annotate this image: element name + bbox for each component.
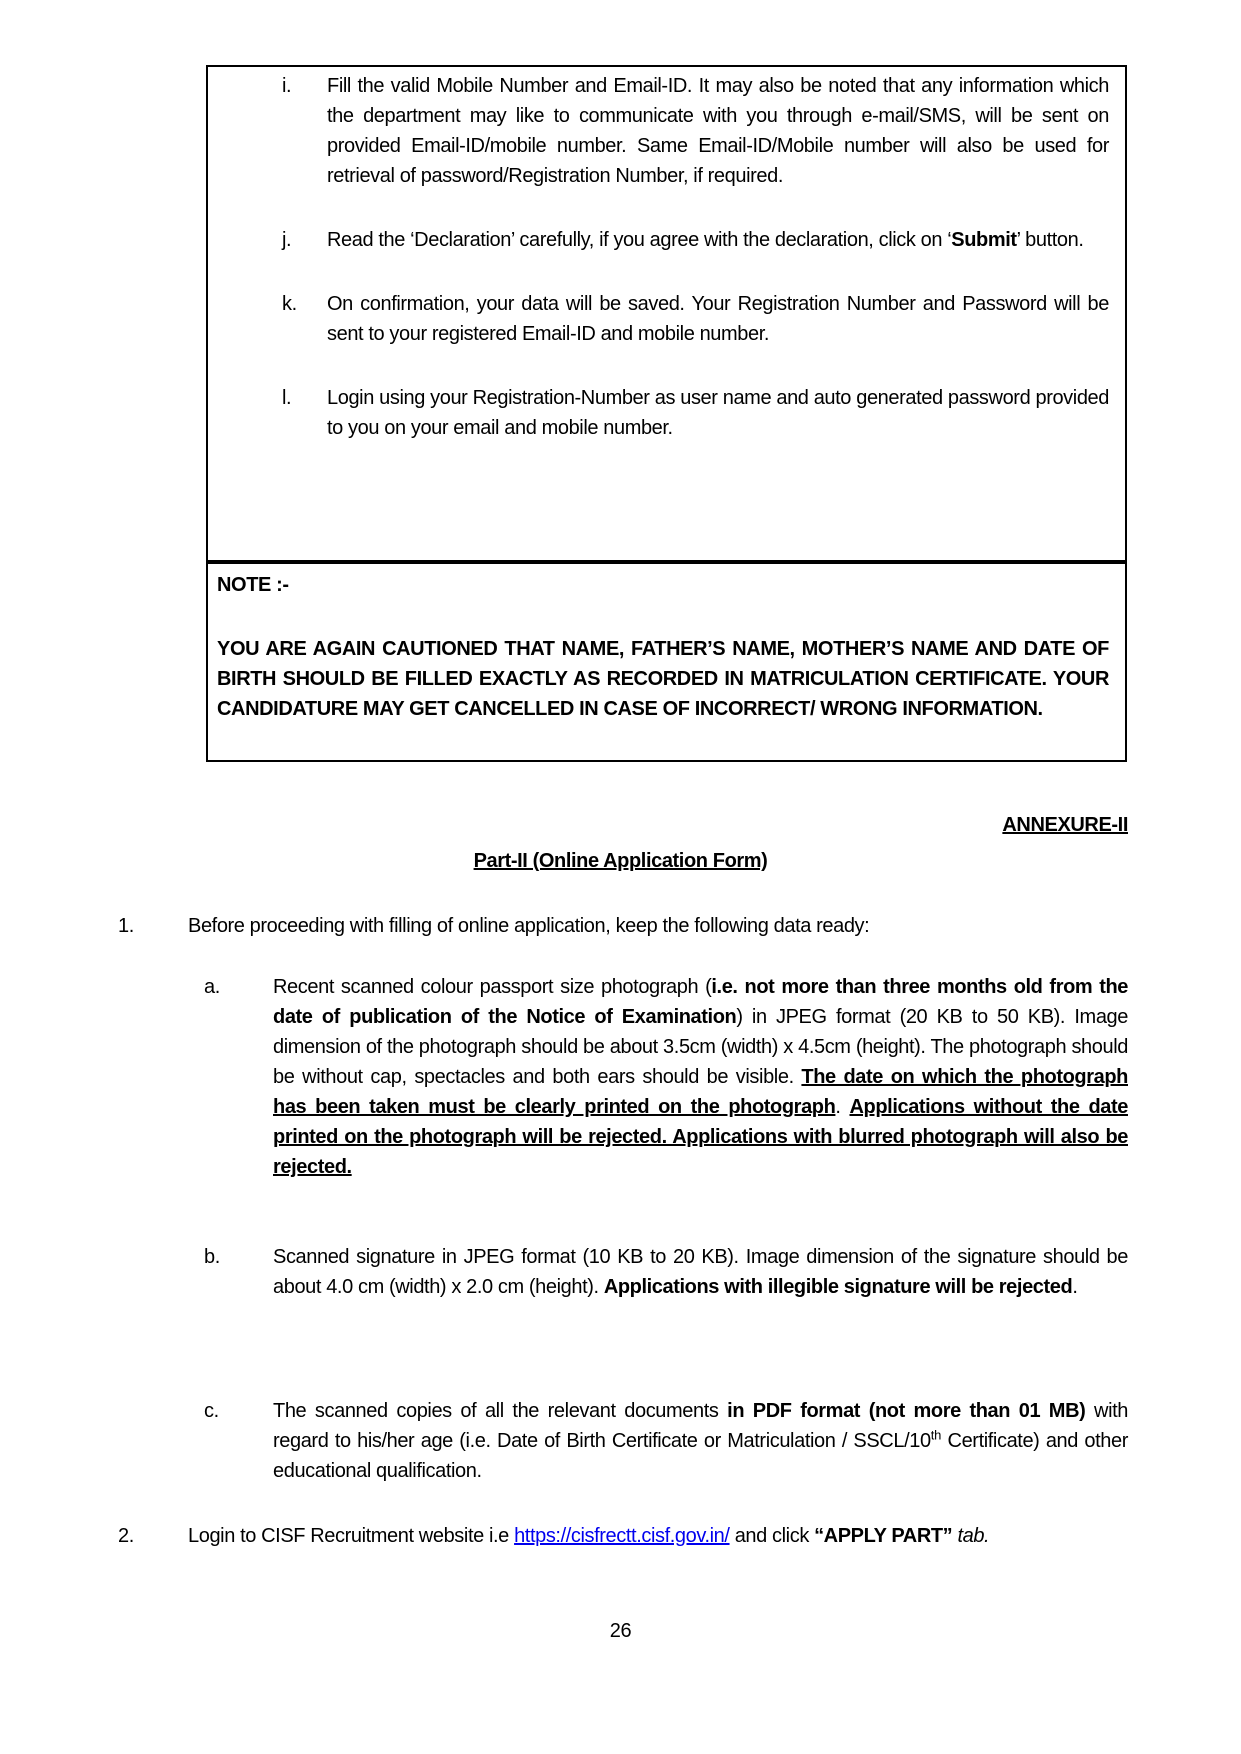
annexure-heading: ANNEXURE-II	[1002, 814, 1128, 836]
list-marker: j.	[282, 229, 292, 251]
list-marker: a.	[204, 976, 220, 998]
list-item-text: Login using your Registration-Number as user name and auto generated password provided to you on your email and mobile number.	[327, 387, 1109, 439]
numbered-item-1	[0, 911, 1241, 941]
list-item-text: Read the ‘Declaration’ carefully, if you agree with the declaration, click on ‘Submit’ button.	[327, 229, 1084, 251]
list-item-text: Login to CISF Recruitment website i.e https://cisfrectt.cisf.gov.in/ and click “APPLY PART” tab.	[188, 1525, 990, 1547]
part2-heading-text: Part-II (Online Application Form)	[473, 850, 768, 872]
note-box	[206, 562, 1127, 762]
list-item-text: Before proceeding with filling of online application, keep the following data ready:	[188, 915, 870, 937]
note-title: NOTE :-	[217, 574, 289, 596]
numbered-item-2	[0, 1521, 1241, 1551]
list-item-text: On confirmation, your data will be saved. Your Registration Number and Password will be sent to your registered Email-ID and mobile number.	[327, 293, 1109, 345]
list-marker: c.	[204, 1400, 219, 1422]
instruction-box	[206, 65, 1127, 562]
sub-item-b	[0, 1242, 1241, 1302]
list-item-text: Scanned signature in JPEG format (10 KB to 20 KB). Image dimension of the signature should be about 4.0 cm (width) x 2.0 cm (height). Applications with illegible signature will be rejected.	[273, 1246, 1128, 1298]
list-marker: k.	[282, 293, 297, 315]
list-marker: b.	[204, 1246, 220, 1268]
list-marker: l.	[282, 387, 292, 409]
list-marker: 2.	[118, 1525, 134, 1547]
sub-item-c	[0, 1396, 1241, 1486]
list-item-l	[208, 383, 1125, 443]
recruitment-website-link[interactable]: https://cisfrectt.cisf.gov.in/	[514, 1525, 730, 1547]
sub-item-a	[0, 972, 1241, 1182]
note-body: YOU ARE AGAIN CAUTIONED THAT NAME, FATHER’S NAME, MOTHER’S NAME AND DATE OF BIRTH SHOULD BE FILLED EXACTLY AS RECORDED IN MATRICULATION CERTIFICATE. YOUR CANDIDATURE MAY GET CANCELLED IN CASE OF INCORRECT/ WRONG INFORMATION.	[217, 638, 1109, 720]
list-item-text: The scanned copies of all the relevant documents in PDF format (not more than 01 MB) with regard to his/her age (i.e. Date of Birth Certificate or Matriculation / SSCL/10th Certificate) and other educational qualification.	[273, 1400, 1128, 1482]
page-number: 26	[609, 1620, 632, 1642]
part2-heading	[0, 846, 1241, 876]
list-item-text: Recent scanned colour passport size photograph (i.e. not more than three months old from the date of publication of the Notice of Examination) in JPEG format (20 KB to 50 KB). Image dimension of the photograph should be about 3.5cm (width) x 4.5cm (height). The photograph should be without cap, spectacles and both ears should be visible. The date on which the photograph has been taken must be clearly printed on the photograph. Applications without the date printed on the photograph will be rejected. Applications with blurred photograph will also be rejected.	[273, 976, 1129, 1178]
list-item-i	[208, 71, 1125, 191]
list-marker: 1.	[118, 915, 134, 937]
list-item-k	[208, 289, 1125, 349]
list-marker: i.	[282, 75, 292, 97]
list-item-text: Fill the valid Mobile Number and Email-ID. It may also be noted that any information which the department may like to communicate with you through e-mail/SMS, will be sent on provided Email-ID/mobile number. Same Email-ID/Mobile number will also be used for retrieval of password/Registration Number, if required.	[327, 75, 1109, 187]
list-item-j	[208, 225, 1125, 255]
